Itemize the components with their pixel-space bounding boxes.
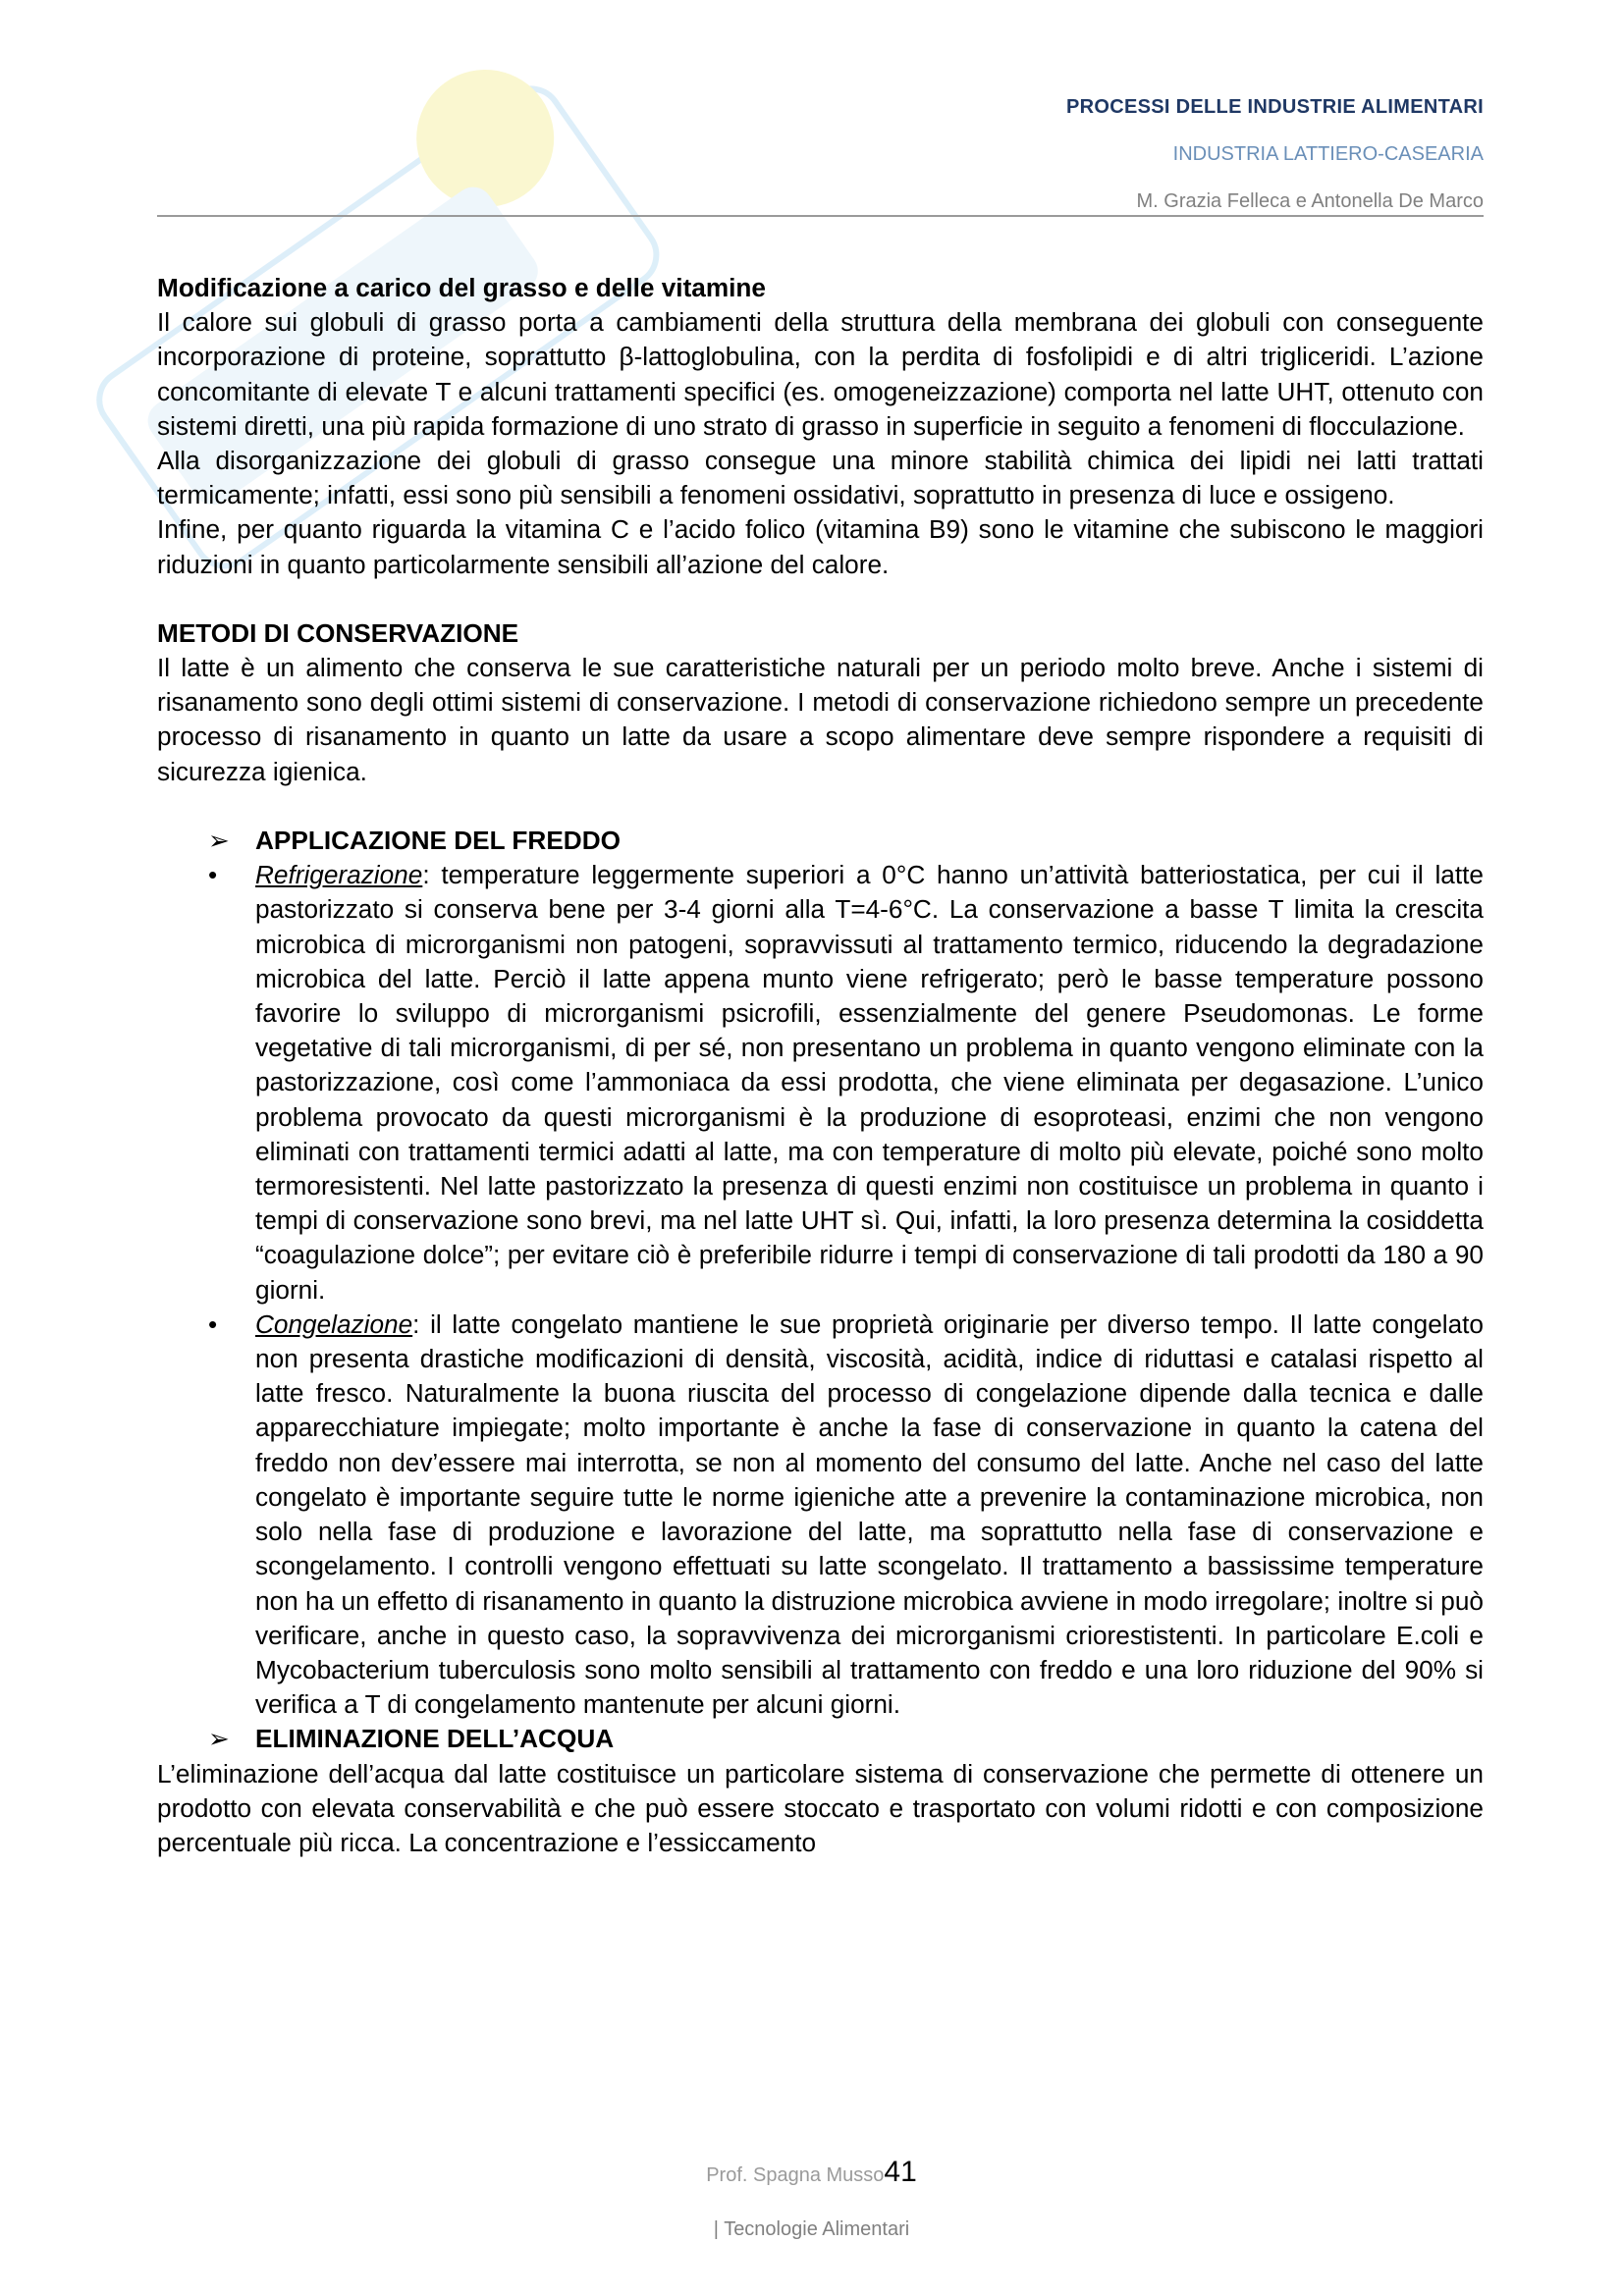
paragraph: Infine, per quanto riguarda la vitamina C e l’acido folico (vitamina B9) sono le vitamine che subiscono le maggiori riduzioni in quanto particolarmente sensibili all’azione del calore. — [157, 514, 1484, 579]
subheading-freddo — [157, 824, 1484, 858]
section-heading-grasso: Modificazione a carico del grasso e delle vitamine — [157, 273, 766, 302]
header-subtitle: INDUSTRIA LATTIERO-CASEARIA — [1172, 143, 1484, 165]
header-title: PROCESSI DELLE INDUSTRIE ALIMENTARI — [1066, 96, 1484, 118]
paragraph: Alla disorganizzazione dei globuli di grasso consegue una minore stabilità chimica dei lipidi nei latti trattati termicamente; infatti, essi sono più sensibili a fenomeni ossidativi, soprattutto in presenza di luce e ossigeno. — [157, 446, 1484, 510]
section-heading-conservazione: METODI DI CONSERVAZIONE — [157, 617, 519, 648]
subheading-label: APPLICAZIONE DEL FREDDO — [255, 826, 621, 856]
paragraph: Il latte è un alimento che conserva le sue caratteristiche naturali per un periodo molto breve. Anche i sistemi di risanamento sono degli ottimi sistemi di conservazione. I metodi di conservazione richiedono sempre un precedente processo di risanamento in quanto un latte da usare a scopo alimentare deve sempre rispondere a requisiti di sicurezza igienica. — [157, 653, 1484, 786]
page-header — [1066, 96, 1484, 213]
term-refrigerazione: Refrigerazione — [255, 860, 423, 890]
page-footer — [0, 2156, 1623, 2189]
page-number: 41 — [884, 2156, 917, 2188]
subheading-acqua — [157, 1722, 1484, 1756]
footer-author: Prof. Spagna Musso — [706, 2164, 885, 2186]
arrow-bullet-icon: ➢ — [208, 1724, 230, 1754]
list-item-refrigerazione — [157, 858, 1484, 1308]
paragraph: Il calore sui globuli di grasso porta a cambiamenti della struttura della membrana dei globuli con conseguente incorporazione di proteine, soprattutto β-lattoglobulina, con la perdita di fosfolipidi e di altri trigliceridi. L’azione concomitante di elevate T e alcuni trattamenti specifici (es. omogeneizzazione) comporta nel latte UHT, ottenuto con sistemi diretti, una più rapida formazione di uno strato di grasso in superficie in seguito a fenomeni di flocculazione. — [157, 307, 1484, 441]
header-authors: M. Grazia Felleca e Antonella De Marco — [1136, 190, 1484, 212]
list-item-text: : temperature leggermente superiori a 0°C hanno un’attività batteriostatica, per cui il latte pastorizzato si conserva bene per 3-4 giorni alla T=4-6°C. La conservazione a basse T limita la crescita microbica di microrganismi non patogeni, sopravvissuti al trattamento termico, riducendo la degradazione microbica del latte. Perciò il latte appena munto viene refrigerato; però le basse temperature possono favorire lo sviluppo di microrganismi psicrofili, essenzialmente del genere Pseudomonas. Le forme vegetative di tali microrganismi, di per sé, non presentano un problema in quanto vengono eliminate con la pastorizzazione, così come l’ammoniaca da essi prodotta, che viene eliminata per degasazione. L’unico problema provocato da questi microrganismi è la produzione di esoproteasi, enzimi che non vengono eliminati con trattamenti termici adatti al latte, ma con temperature di molto più elevate, poiché sono molto termoresistenti. Nel latte pastorizzato la presenza di questi enzimi non costituisce un problema in quanto i tempi di conservazione sono brevi, ma nel latte UHT sì. Qui, infatti, la loro presenza determina la cosiddetta “coagulazione dolce”; per evitare ciò è preferibile ridurre i tempi di conservazione di tali prodotti da 180 a 90 giorni. — [255, 860, 1484, 1305]
subheading-label: ELIMINAZIONE DELL’ACQUA — [255, 1724, 615, 1754]
spacer — [157, 789, 1484, 824]
list-item-text: : il latte congelato mantiene le sue proprietà originarie per diverso tempo. Il latte congelato non presenta drastiche modificazioni di densità, viscosità, acidità, indice di riduttasi e catalasi rispetto al latte fresco. Naturalmente la buona riuscita del processo di congelazione dipende dalla tecnica e dalle apparecchiature impiegate; molto importante è anche la fase di conservazione in quanto la catena del freddo non dev’essere mai interrotta, se non al momento del consumo del latte. Anche nel caso del latte congelato è importante seguire tutte le norme igieniche atte a prevenire la contaminazione microbica, non solo nella fase di produzione e lavorazione del latte, ma soprattutto nella fase di conservazione e scongelamento. I controlli vengono effettuati su latte scongelato. Il trattamento a bassissime temperature non ha un effetto di risanamento in quanto la distruzione microbica avviene in modo irregolare; inoltre si può verificare, anche in questo caso, la sopravvivenza dei microrganismi criorestistenti. In particolare E.coli e Mycobacterium tuberculosis sono molto sensibili al trattamento con freddo e una loro riduzione del 90% si verifica a T di congelamento mantenute per alcuni giorni. — [255, 1308, 1484, 1720]
bullet-icon: • — [208, 860, 218, 890]
arrow-bullet-icon: ➢ — [208, 826, 230, 856]
document-body — [157, 271, 1484, 1860]
bullet-icon: • — [208, 1308, 218, 1339]
list-item-congelazione — [157, 1308, 1484, 1722]
term-congelazione: Congelazione — [255, 1308, 413, 1339]
paragraph: L’eliminazione dell’acqua dal latte costituisce un particolare sistema di conservazione che permette di ottenere un prodotto con elevata conservabilità e che può essere stoccato e trasportato con volumi ridotti e con composizione percentuale più ricca. La concentrazione e l’essiccamento — [157, 1758, 1484, 1857]
header-divider — [157, 215, 1484, 217]
footer-course: | Tecnologie Alimentari — [713, 2218, 910, 2240]
